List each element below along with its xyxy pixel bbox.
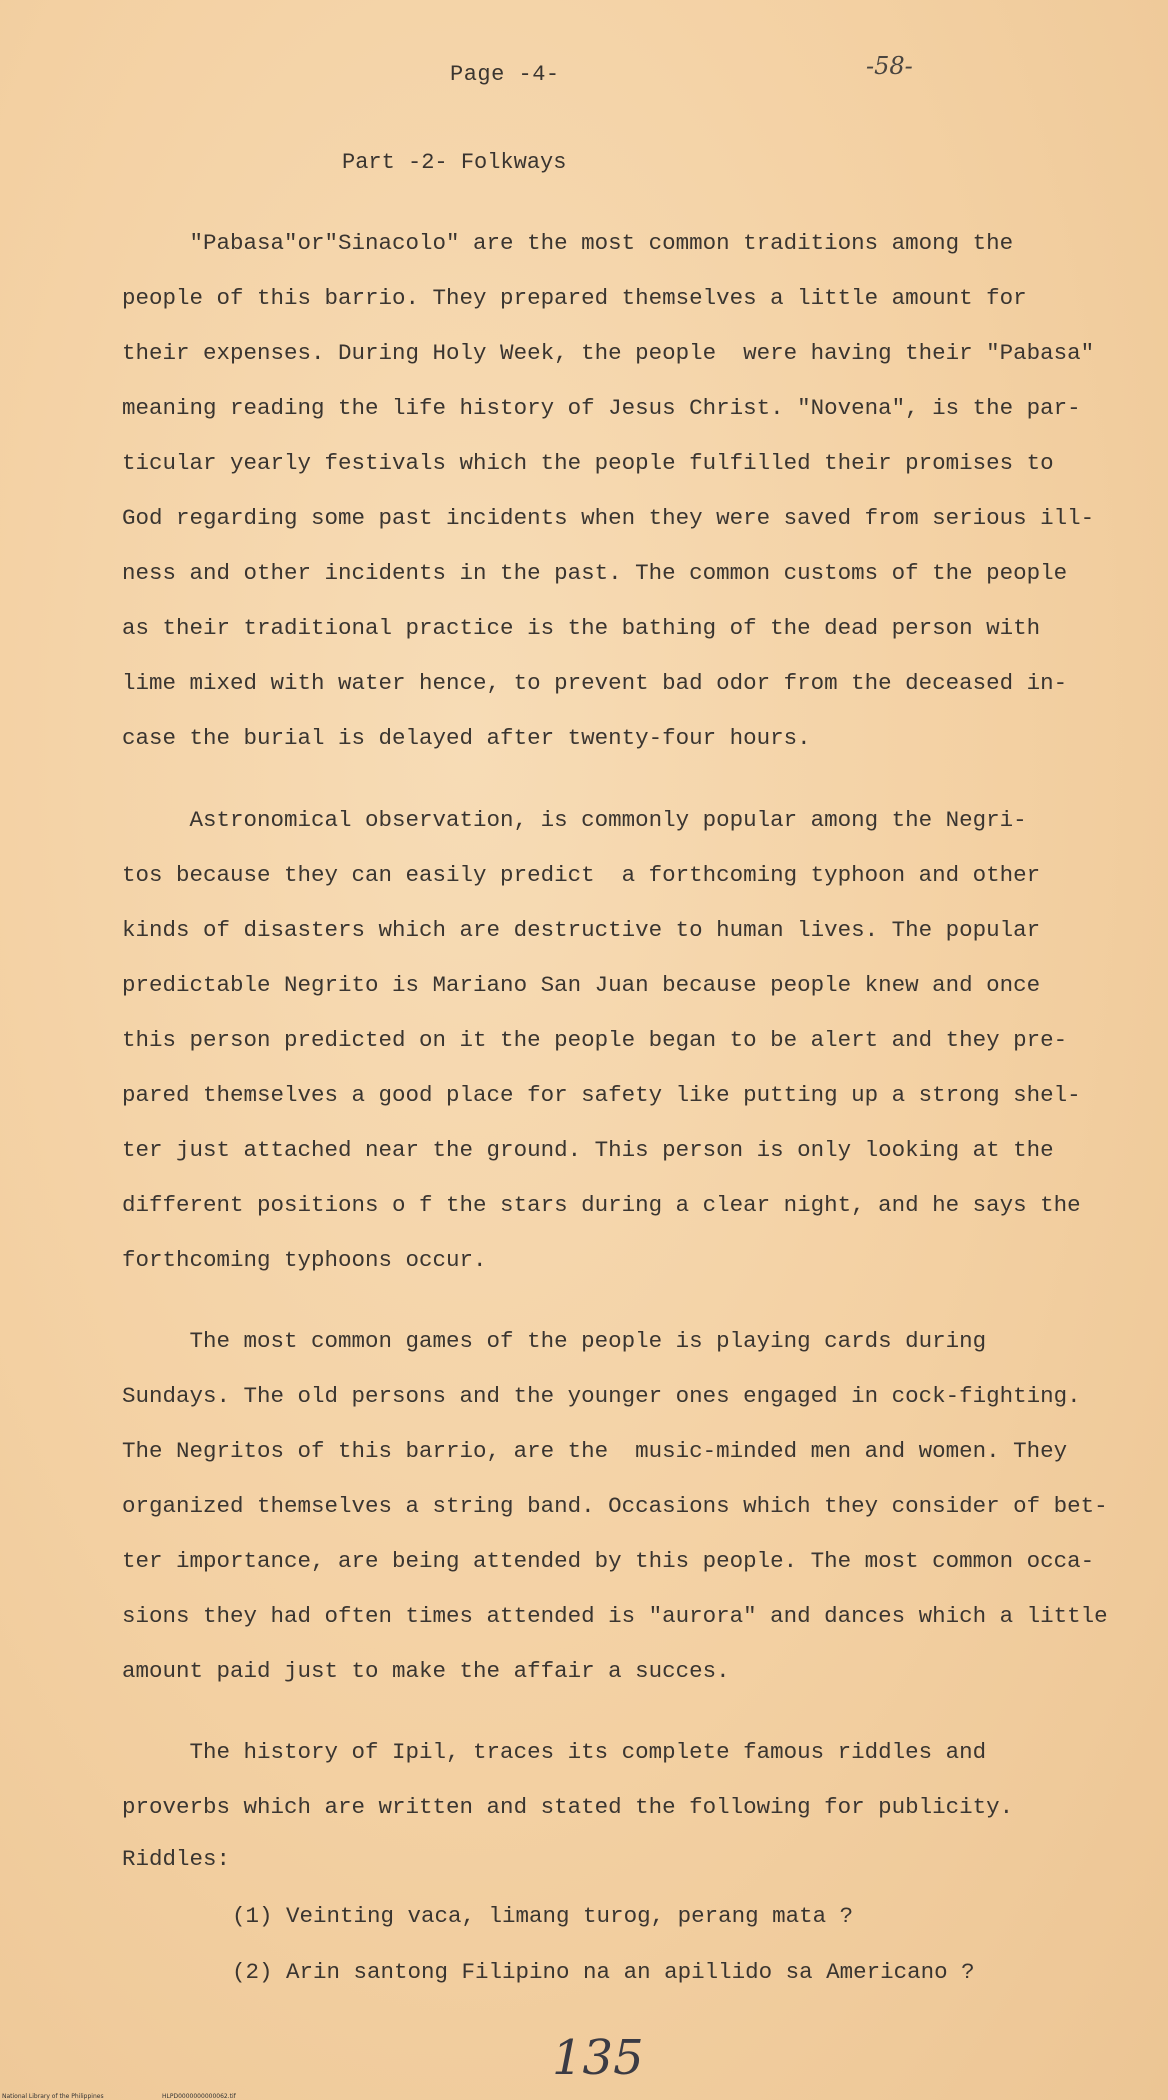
text-line: case the burial is delayed after twenty-four hours. bbox=[122, 725, 811, 751]
section-heading: Part -2- Folkways bbox=[342, 150, 567, 175]
handwritten-folio-number: 135 bbox=[552, 2030, 644, 2086]
text-line: ter just attached near the ground. This person is only looking at the bbox=[122, 1137, 1054, 1163]
text-line: tos because they can easily predict a forthcoming typhoon and other bbox=[122, 862, 1041, 888]
text-line: meaning reading the life history of Jesus Christ. "Novena", is the par- bbox=[122, 395, 1081, 421]
riddle-item: (1) Veinting vaca, limang turog, perang mata ? bbox=[232, 1903, 854, 1929]
text-line: lime mixed with water hence, to prevent bad odor from the deceased in- bbox=[122, 670, 1068, 696]
page-label: Page -4- bbox=[450, 62, 560, 87]
text-line: organized themselves a string band. Occasions which they consider of bet- bbox=[122, 1493, 1108, 1519]
text-line: ter importance, are being attended by this people. The most common occa- bbox=[122, 1548, 1095, 1574]
text-line: sions they had often times attended is "aurora" and dances which a little bbox=[122, 1603, 1108, 1629]
text-line: forthcoming typhoons occur. bbox=[122, 1247, 487, 1273]
text-line: The Negritos of this barrio, are the music-minded men and women. They bbox=[122, 1438, 1068, 1464]
text-line: as their traditional practice is the bathing of the dead person with bbox=[122, 615, 1041, 641]
text-line: different positions o f the stars during a clear night, and he says the bbox=[122, 1192, 1081, 1218]
footer-library-name: National Library of the Philippines bbox=[2, 2093, 104, 2100]
text-line: people of this barrio. They prepared themselves a little amount for bbox=[122, 285, 1027, 311]
text-line: ticular yearly festivals which the people fulfilled their promises to bbox=[122, 450, 1054, 476]
text-line: The most common games of the people is playing cards during bbox=[122, 1328, 987, 1354]
text-line: predictable Negrito is Mariano San Juan because people knew and once bbox=[122, 972, 1041, 998]
paragraph-traditions bbox=[122, 216, 1122, 766]
text-line: The history of Ipil, traces its complete famous riddles and bbox=[122, 1739, 987, 1765]
text-line: this person predicted on it the people began to be alert and they pre- bbox=[122, 1027, 1068, 1053]
text-line: proverbs which are written and stated the following for publicity. bbox=[122, 1794, 1014, 1820]
paragraph-astronomy bbox=[122, 793, 1122, 1288]
paragraph-history bbox=[122, 1725, 1122, 1835]
text-line: pared themselves a good place for safety like putting up a strong shel- bbox=[122, 1082, 1081, 1108]
riddles-label: Riddles: bbox=[122, 1846, 231, 1872]
footer-file-code: HLPD0000000000062.tif bbox=[162, 2093, 236, 2100]
text-line: Astronomical observation, is commonly popular among the Negri- bbox=[122, 807, 1027, 833]
text-line: kinds of disasters which are destructive to human lives. The popular bbox=[122, 917, 1041, 943]
handwritten-page-number: -58- bbox=[866, 52, 913, 80]
riddle-item: (2) Arin santong Filipino na an apillido sa Americano ? bbox=[232, 1959, 975, 1985]
text-line: "Pabasa"or"Sinacolo" are the most common traditions among the bbox=[122, 230, 1014, 256]
paragraph-games bbox=[122, 1314, 1122, 1699]
text-line: their expenses. During Holy Week, the people were having their "Pabasa" bbox=[122, 340, 1095, 366]
text-line: ness and other incidents in the past. The common customs of the people bbox=[122, 560, 1068, 586]
text-line: Sundays. The old persons and the younger ones engaged in cock-fighting. bbox=[122, 1383, 1081, 1409]
text-line: amount paid just to make the affair a succes. bbox=[122, 1658, 730, 1684]
text-line: God regarding some past incidents when they were saved from serious ill- bbox=[122, 505, 1095, 531]
